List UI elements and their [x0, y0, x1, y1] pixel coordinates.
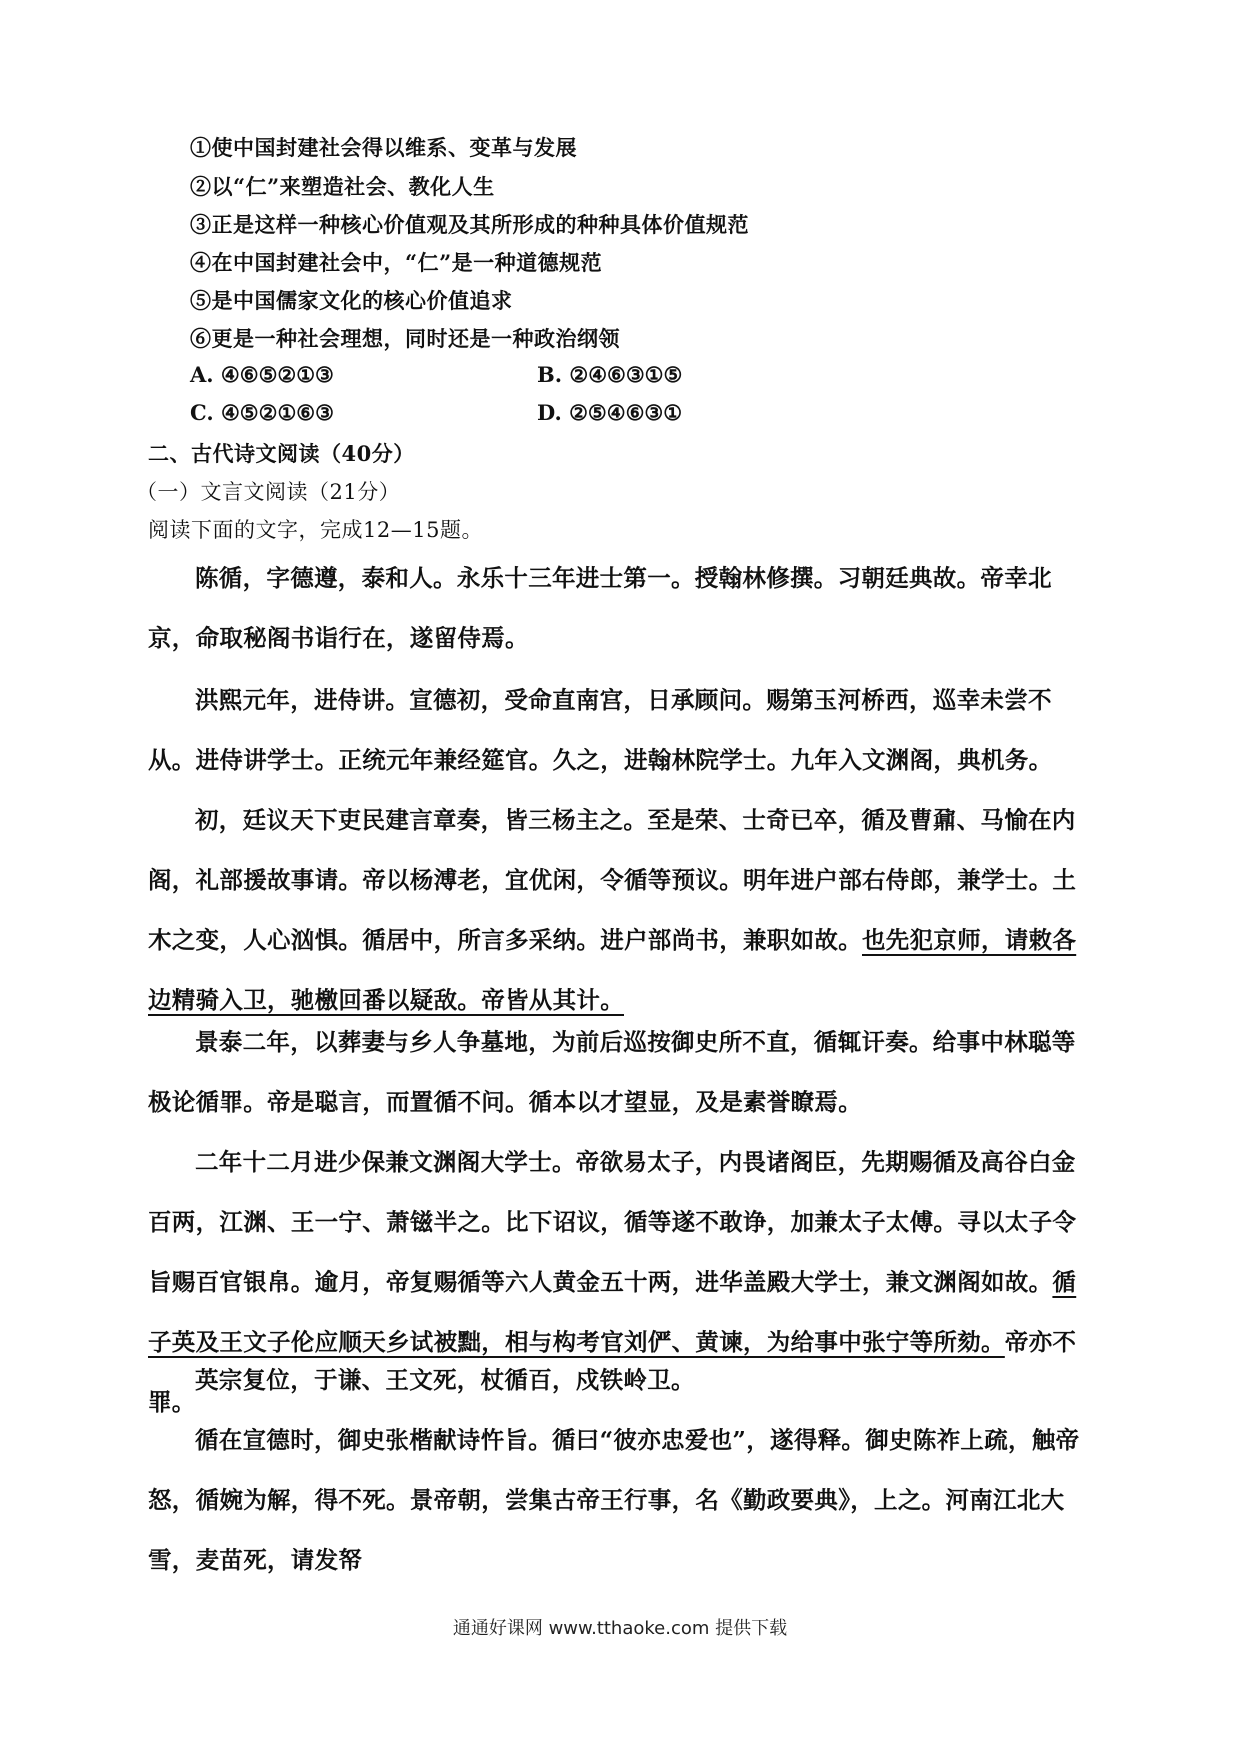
option-1: ①使中国封建社会得以维系、变革与发展 — [190, 135, 577, 160]
choice-a: A. ④⑥⑤②①③ — [190, 362, 334, 387]
option-6: ⑥更是一种社会理想，同时还是一种政治纲领 — [190, 326, 620, 351]
paragraph-5-tail: 帝亦不罪。 — [148, 1328, 1077, 1416]
option-4: ④在中国封建社会中，“仁”是一种道德规范 — [190, 250, 603, 275]
section-heading: 二、古代诗文阅读（40分） — [148, 441, 415, 466]
underlined-sentence-1: 也先犯京师，请敕各边精骑入卫，驰檄回番以疑敌。帝皆从其计。 — [148, 926, 1077, 1014]
passage-paragraph-2: 洪熙元年，进侍讲。宣德初，受命直南宫，日承顾问。赐第玉河桥西，巡幸未尝不从。进侍讲学士。正统元年兼经筵官。久之，进翰林院学士。九年入文渊阁，典机务。 — [148, 686, 1053, 774]
option-5: ⑤是中国儒家文化的核心价值追求 — [190, 288, 513, 313]
reading-instruction: 阅读下面的文字，完成12—15题。 — [148, 518, 483, 542]
choice-c: C. ④⑤②①⑥③ — [190, 400, 334, 425]
paragraph-3-text: 初，廷议天下吏民建言章奏，皆三杨主之。至是荣、士奇已卒，循及曹鼐、马愉在内阁，礼部援故事请。帝以杨溥老，宜优闲，令循等预议。明年进户部右侍郎，兼学士。土木之变，人心汹惧。循居中，所言多采纳。进户部尚书，兼职如故。 — [148, 806, 1077, 954]
passage-paragraph-4: 景泰二年，以葬妻与乡人争墓地，为前后巡按御史所不直，循辄讦奏。给事中林聪等极论循罪。帝是聪言，而置循不问。循本以才望显，及是素誉瞭焉。 — [148, 1028, 1076, 1116]
passage-paragraph-1: 陈循，字德遵，泰和人。永乐十三年进士第一。授翰林修撰。习朝廷典故。帝幸北京，命取秘阁书诣行在，遂留侍焉。 — [148, 564, 1052, 652]
paragraph-5-text: 二年十二月进少保兼文渊阁大学士。帝欲易太子，内畏诸阁臣，先期赐循及高谷白金百两，江渊、王一宁、萧镃半之。比下诏议，循等遂不敢诤，加兼太子太傅。寻以太子令旨赐百官银帛。逾月，帝复赐循等六人黄金五十两，进华盖殿大学士，兼文渊阁如故。 — [148, 1148, 1077, 1296]
page-footer-watermark: 通通好课网 www.tthaoke.com 提供下载 — [452, 1618, 788, 1639]
underlined-sentence-2: 循子英及王文子伦应顺天乡试被黜，相与构考官刘俨、黄谏，为给事中张宁等所劾。 — [148, 1268, 1077, 1356]
option-2: ②以“仁”来塑造社会、教化人生 — [190, 174, 495, 199]
passage-paragraph-6: 英宗复位，于谦、王文死，杖循百，戍铁岭卫。 — [195, 1366, 695, 1394]
option-3: ③正是这样一种核心价值观及其所形成的种种具体价值规范 — [190, 212, 749, 237]
choice-d: D. ②⑤④⑥③① — [537, 400, 683, 425]
choice-b: B. ②④⑥③①⑤ — [537, 362, 683, 387]
passage-paragraph-3 — [148, 790, 1098, 1030]
subsection-heading: （一）文言文阅读（21分） — [136, 480, 401, 504]
passage-paragraph-7: 循在宣德时，御史张楷献诗忤旨。循曰“彼亦忠爱也”，遂得释。御史陈祚上疏，触帝怒，循婉为解，得不死。景帝朝，尝集古帝王行事，名《勤政要典》，上之。河南江北大雪，麦苗死，请发帑 — [148, 1426, 1080, 1574]
